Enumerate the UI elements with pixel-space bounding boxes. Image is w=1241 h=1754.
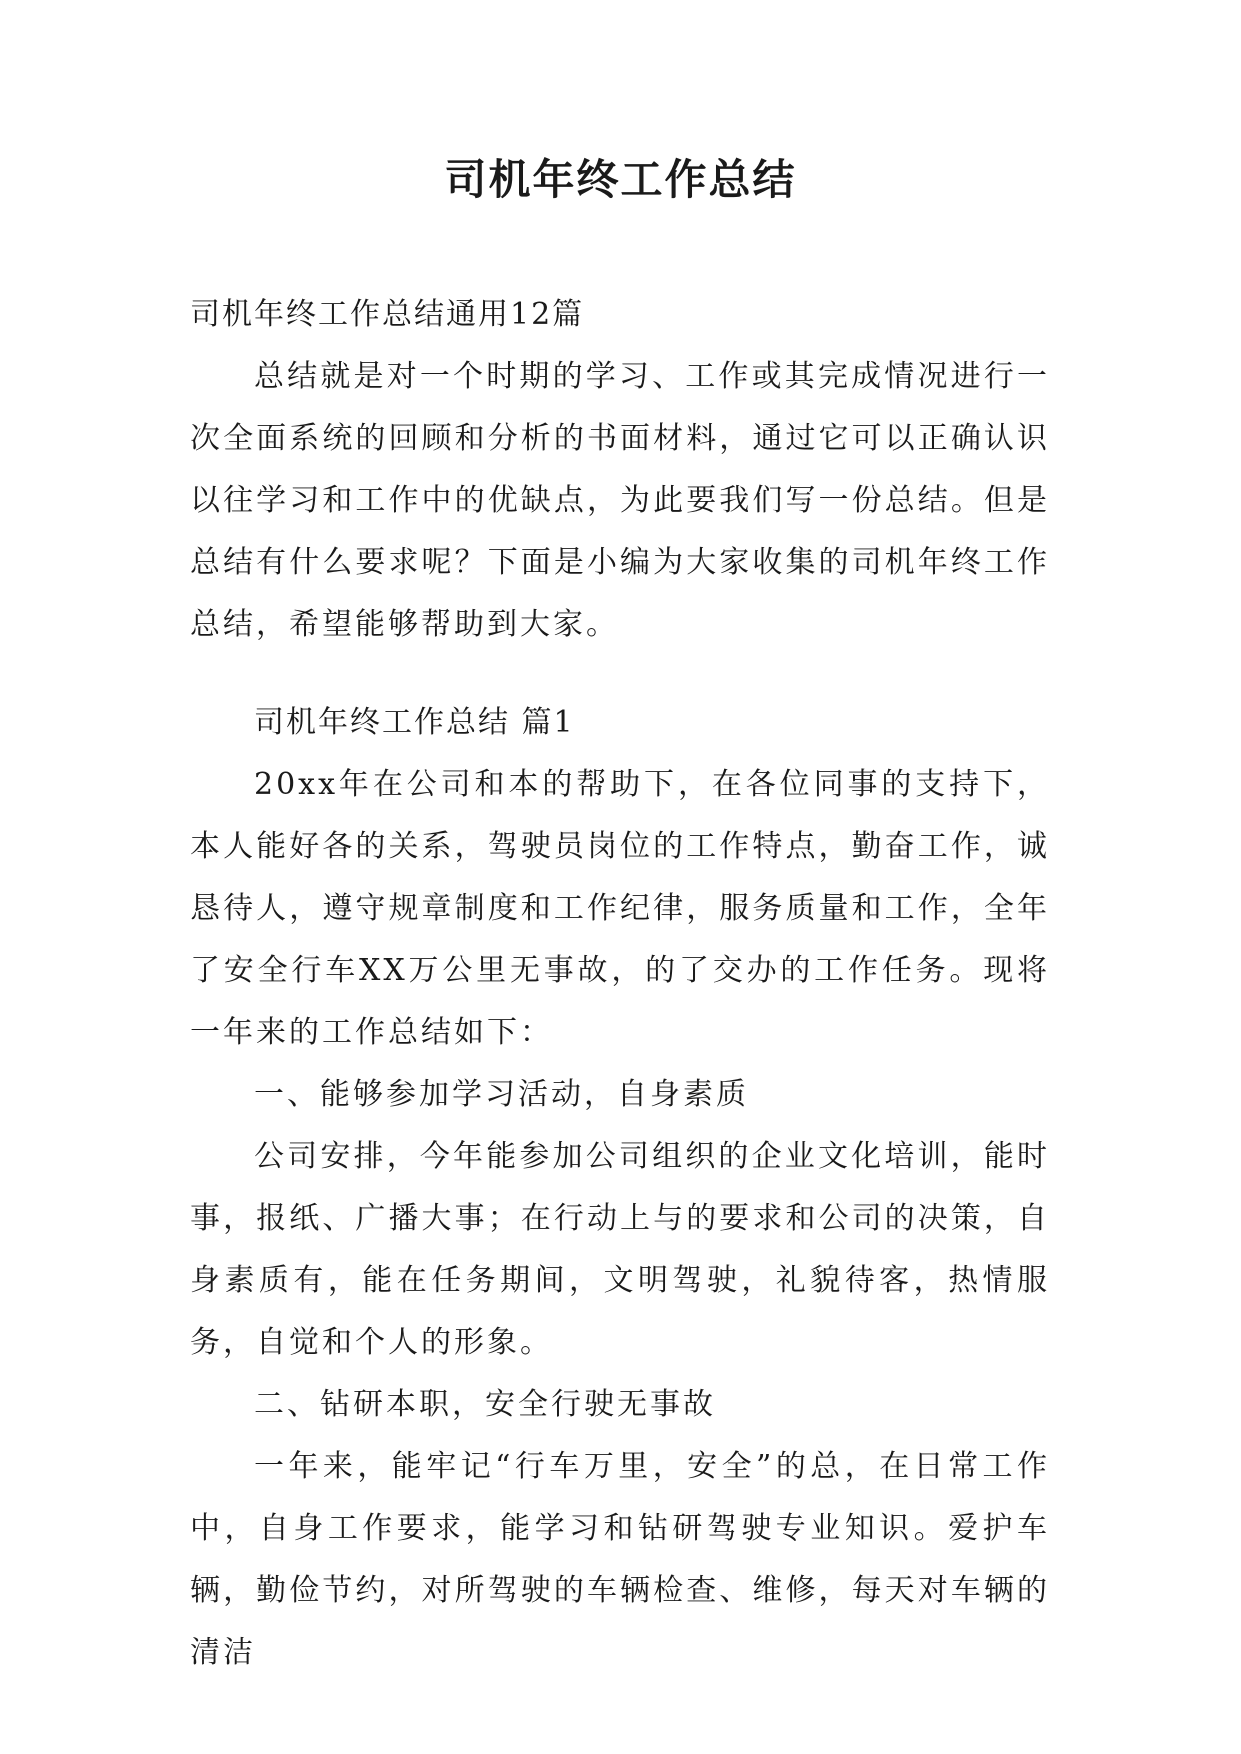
paragraph-summary: 20xx年在公司和本的帮助下，在各位同事的支持下，本人能好各的关系，驾驶员岗位的工作特点，勤奋工作，诚恳待人，遵守规章制度和工作纪律，服务质量和工作，全年了安全行车XX万公里无事故，的了交办的工作任务。现将一年来的工作总结如下： <box>190 767 1050 1050</box>
section-content <box>190 754 1050 1684</box>
paragraph-item-2: 一年来，能牢记“行车万里，安全”的总，在日常工作中，自身工作要求，能学习和钻研驾驶专业知识。爱护车辆，勤俭节约，对所驾驶的车辆检查、维修，每天对车辆的清洁 <box>190 1449 1050 1670</box>
section-heading: 司机年终工作总结 篇1 <box>254 705 575 740</box>
heading-item-2: 二、钻研本职，安全行驶无事故 <box>254 1387 716 1422</box>
intro-paragraph: 总结就是对一个时期的学习、工作或其完成情况进行一次全面系统的回顾和分析的书面材料，通过它可以正确认识以往学习和工作中的优缺点，为此要我们写一份总结。但是总结有什么要求呢？下面是小编为大家收集的司机年终工作总结，希望能够帮助到大家。 <box>190 359 1050 642</box>
paragraph-item-1: 公司安排，今年能参加公司组织的企业文化培训，能时事，报纸、广播大事；在行动上与的要求和公司的决策，自身素质有，能在任务期间，文明驾驶，礼貌待客，热情服务，自觉和个人的形象。 <box>190 1139 1050 1360</box>
heading-item-1: 一、能够参加学习活动，自身素质 <box>254 1077 749 1112</box>
document-title: 司机年终工作总结 <box>444 155 797 204</box>
document-subtitle: 司机年终工作总结通用12篇 <box>190 297 585 332</box>
